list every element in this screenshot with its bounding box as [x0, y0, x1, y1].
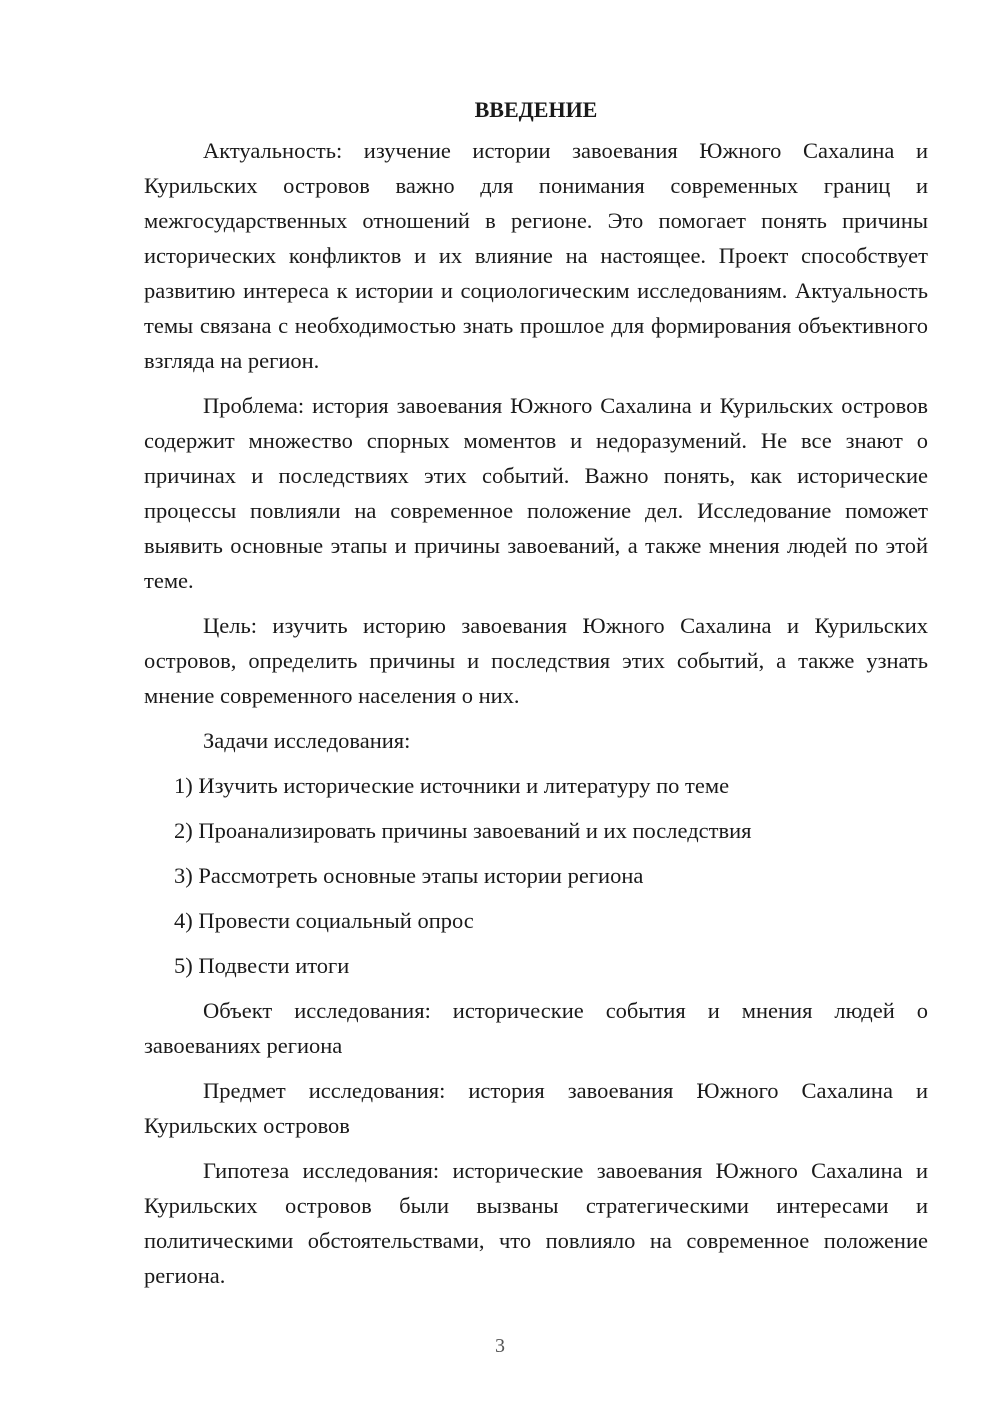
- document-page: [144, 95, 928, 1293]
- subject-paragraph: Предмет исследования: история завоевания Южного Сахалина и Курильских островов: [144, 1078, 928, 1138]
- task-item: 4) Провести социальный опрос: [174, 908, 474, 933]
- section-title: ВВЕДЕНИЕ: [474, 97, 598, 122]
- task-item: 3) Рассмотреть основные этапы истории региона: [174, 863, 644, 888]
- relevance-paragraph: Актуальность: изучение истории завоевания Южного Сахалина и Курильских островов важно для понимания современных границ и межгосударственных отношений в регионе. Это помогает понять причины исторических конфликтов и их влияние на настоящее. Проект способствует развитию интереса к истории и социологическим исследованиям. Актуальность темы связана с необходимостью знать прошлое для формирования объективного взгляда на регион.: [144, 138, 928, 373]
- tasks-heading: Задачи исследования:: [203, 728, 411, 753]
- hypothesis-paragraph: Гипотеза исследования: исторические завоевания Южного Сахалина и Курильских островов были вызваны стратегическими интересами и политическими обстоятельствами, что повлияло на современное положение региона.: [144, 1158, 928, 1288]
- problem-paragraph: Проблема: история завоевания Южного Сахалина и Курильских островов содержит множество спорных моментов и недоразумений. Не все знают о причинах и последствиях этих событий. Важно понять, как исторические процессы повлияли на современное положение дел. Исследование поможет выявить основные этапы и причины завоеваний, а также мнения людей по этой теме.: [144, 393, 928, 593]
- goal-paragraph: Цель: изучить историю завоевания Южного Сахалина и Курильских островов, определить причины и последствия этих событий, а также узнать мнение современного населения о них.: [144, 613, 928, 708]
- task-item: 2) Проанализировать причины завоеваний и их последствия: [174, 818, 752, 843]
- page-number: 3: [495, 1335, 505, 1357]
- task-item: 1) Изучить исторические источники и литературу по теме: [174, 773, 730, 798]
- tasks-list: [144, 768, 928, 983]
- task-item: 5) Подвести итоги: [174, 953, 350, 978]
- object-paragraph: Объект исследования: исторические события и мнения людей о завоеваниях региона: [144, 998, 928, 1058]
